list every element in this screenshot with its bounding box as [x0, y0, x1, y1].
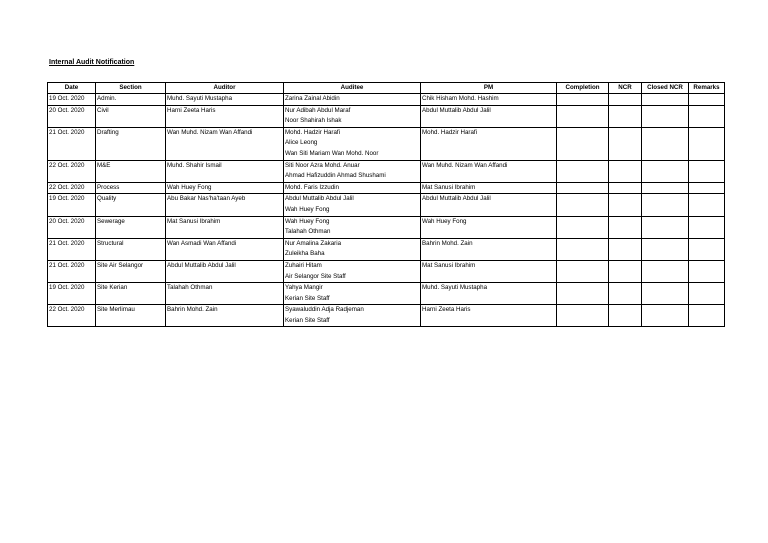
table-row: [48, 194, 725, 216]
cell-closed-ncr: [642, 238, 689, 260]
cell-date: 22 Oct. 2020: [48, 182, 96, 194]
auditee-name: Zuhairi Hitam: [285, 261, 322, 269]
audit-table-body: [48, 94, 725, 327]
table-row: [48, 160, 725, 182]
cell-pm: Wah Huey Fong: [421, 216, 557, 238]
cell-auditor: Abdul Muttalib Abdul Jalil: [166, 260, 284, 282]
table-row: [48, 238, 725, 260]
header-auditee: Auditee: [284, 83, 421, 94]
auditee-name: Kerian Site Staff: [285, 294, 330, 302]
table-header-row: [48, 83, 725, 94]
auditee-name: Syawaluddin Adja Radjeman: [285, 306, 364, 314]
cell-section: Sewerage: [96, 216, 166, 238]
cell-section: Structural: [96, 238, 166, 260]
cell-completion: [557, 105, 609, 127]
header-date: Date: [48, 83, 96, 94]
cell-date: 19 Oct. 2020: [48, 194, 96, 216]
table-row: [48, 216, 725, 238]
cell-auditor: Mat Sanusi Ibrahim: [166, 216, 284, 238]
cell-closed-ncr: [642, 160, 689, 182]
cell-date: 19 Oct. 2020: [48, 283, 96, 305]
cell-completion: [557, 160, 609, 182]
cell-pm: Mat Sanusi Ibrahim: [421, 182, 557, 194]
cell-completion: [557, 216, 609, 238]
cell-remarks: [689, 260, 725, 282]
cell-completion: [557, 305, 609, 327]
cell-closed-ncr: [642, 105, 689, 127]
cell-closed-ncr: [642, 127, 689, 160]
header-remarks: Remarks: [689, 83, 725, 94]
cell-pm: Abdul Muttalib Abdul Jalil: [421, 194, 557, 216]
cell-ncr: [609, 194, 642, 216]
cell-remarks: [689, 305, 725, 327]
auditee-name: Kerian Site Staff: [285, 316, 330, 324]
cell-remarks: [689, 216, 725, 238]
table-row: [48, 127, 725, 160]
cell-section: Admin.: [96, 94, 166, 106]
cell-pm: Chik Hisham Mohd. Hashim: [421, 94, 557, 106]
cell-completion: [557, 94, 609, 106]
cell-pm: Mat Sanusi Ibrahim: [421, 260, 557, 282]
cell-auditor: Muhd. Sayuti Mustapha: [166, 94, 284, 106]
cell-date: 20 Oct. 2020: [48, 216, 96, 238]
cell-remarks: [689, 283, 725, 305]
cell-auditee: [284, 260, 421, 282]
cell-ncr: [609, 283, 642, 305]
auditee-name: Wah Huey Fong: [285, 205, 330, 213]
cell-ncr: [609, 182, 642, 194]
cell-date: 21 Oct. 2020: [48, 127, 96, 160]
cell-pm: Mohd. Hadzir Harafi: [421, 127, 557, 160]
cell-remarks: [689, 160, 725, 182]
header-completion: Completion: [557, 83, 609, 94]
cell-auditee: [284, 160, 421, 182]
cell-date: 20 Oct. 2020: [48, 105, 96, 127]
auditee-name: Noor Shahirah Ishak: [285, 117, 342, 125]
cell-remarks: [689, 238, 725, 260]
cell-section: Civil: [96, 105, 166, 127]
cell-closed-ncr: [642, 283, 689, 305]
cell-remarks: [689, 94, 725, 106]
auditee-name: Wan Siti Mariam Wan Mohd. Noor: [285, 149, 379, 157]
cell-date: 22 Oct. 2020: [48, 305, 96, 327]
header-auditor: Auditor: [166, 83, 284, 94]
cell-auditee: [284, 105, 421, 127]
auditee-name: Mohd. Faris Izzudin: [285, 183, 339, 191]
cell-closed-ncr: [642, 182, 689, 194]
cell-section: Process: [96, 182, 166, 194]
cell-closed-ncr: [642, 216, 689, 238]
cell-auditor: Muhd. Shahir Ismail: [166, 160, 284, 182]
auditee-name: Zarina Zainal Abidin: [285, 95, 340, 102]
cell-completion: [557, 182, 609, 194]
table-row: [48, 182, 725, 194]
cell-pm: Harni Zeeta Haris: [421, 305, 557, 327]
cell-ncr: [609, 160, 642, 182]
cell-closed-ncr: [642, 305, 689, 327]
cell-auditee: [284, 182, 421, 194]
table-row: [48, 260, 725, 282]
cell-ncr: [609, 238, 642, 260]
cell-remarks: [689, 105, 725, 127]
auditee-name: Mohd. Hadzir Harafi: [285, 128, 341, 136]
audit-table: [47, 82, 725, 327]
auditee-name: Yahya Mangir: [285, 284, 323, 292]
cell-auditee: [284, 94, 421, 106]
cell-section: Quality: [96, 194, 166, 216]
table-row: [48, 94, 725, 106]
cell-auditee: [284, 283, 421, 305]
auditee-name: Alice Leong: [285, 139, 318, 147]
cell-ncr: [609, 260, 642, 282]
header-section: Section: [96, 83, 166, 94]
cell-auditor: Wan Asmadi Wan Affandi: [166, 238, 284, 260]
auditee-name: Talahah Othman: [285, 228, 331, 236]
table-row: [48, 105, 725, 127]
auditee-name: Zuleikha Baha: [285, 250, 325, 258]
cell-auditor: Bahrin Mohd. Zain: [166, 305, 284, 327]
cell-ncr: [609, 105, 642, 127]
header-pm: PM: [421, 83, 557, 94]
cell-ncr: [609, 216, 642, 238]
auditee-name: Ahmad Hafizuddin Ahmad Shushami: [285, 172, 386, 180]
auditee-name: Wah Huey Fong: [285, 217, 330, 225]
cell-auditee: [284, 194, 421, 216]
table-row: [48, 283, 725, 305]
cell-closed-ncr: [642, 94, 689, 106]
document-title: Internal Audit Notification: [49, 59, 135, 66]
cell-closed-ncr: [642, 260, 689, 282]
header-ncr: NCR: [609, 83, 642, 94]
cell-date: 21 Oct. 2020: [48, 238, 96, 260]
cell-remarks: [689, 182, 725, 194]
cell-pm: Wan Muhd. Nizam Wan Affandi: [421, 160, 557, 182]
cell-completion: [557, 238, 609, 260]
cell-completion: [557, 194, 609, 216]
cell-auditee: [284, 305, 421, 327]
cell-date: 19 Oct. 2020: [48, 94, 96, 106]
cell-auditor: Wan Muhd. Nizam Wan Affandi: [166, 127, 284, 160]
cell-section: Site Kerian: [96, 283, 166, 305]
cell-date: 22 Oct. 2020: [48, 160, 96, 182]
cell-ncr: [609, 305, 642, 327]
cell-closed-ncr: [642, 194, 689, 216]
cell-auditee: [284, 238, 421, 260]
cell-remarks: [689, 127, 725, 160]
cell-date: 21 Oct. 2020: [48, 260, 96, 282]
cell-pm: Bahrin Mohd. Zain: [421, 238, 557, 260]
cell-section: Site Merlimau: [96, 305, 166, 327]
auditee-name: Nur Amalina Zakaria: [285, 239, 342, 247]
auditee-name: Air Selangor Site Staff: [285, 272, 346, 280]
cell-auditee: [284, 216, 421, 238]
auditee-name: Nur Adibah Abdul Maraf: [285, 106, 351, 114]
cell-section: Drafting: [96, 127, 166, 160]
cell-auditor: Abu Bakar Nas'ha'taan Ayeb: [166, 194, 284, 216]
cell-completion: [557, 283, 609, 305]
table-row: [48, 305, 725, 327]
cell-ncr: [609, 127, 642, 160]
cell-pm: Abdul Muttalib Abdul Jalil: [421, 105, 557, 127]
auditee-name: Abdul Muttalib Abdul Jalil: [285, 195, 354, 203]
cell-remarks: [689, 194, 725, 216]
auditee-name: Siti Noor Azra Mohd. Anuar: [285, 161, 360, 169]
cell-section: M&E: [96, 160, 166, 182]
cell-auditor: Talahah Othman: [166, 283, 284, 305]
cell-completion: [557, 127, 609, 160]
cell-auditor: Harni Zeeta Haris: [166, 105, 284, 127]
cell-completion: [557, 260, 609, 282]
header-closed-ncr: Closed NCR: [642, 83, 689, 94]
cell-section: Site Air Selangor: [96, 260, 166, 282]
cell-pm: Muhd. Sayuti Mustapha: [421, 283, 557, 305]
cell-auditor: Wah Huey Fong: [166, 182, 284, 194]
cell-auditee: [284, 127, 421, 160]
cell-ncr: [609, 94, 642, 106]
